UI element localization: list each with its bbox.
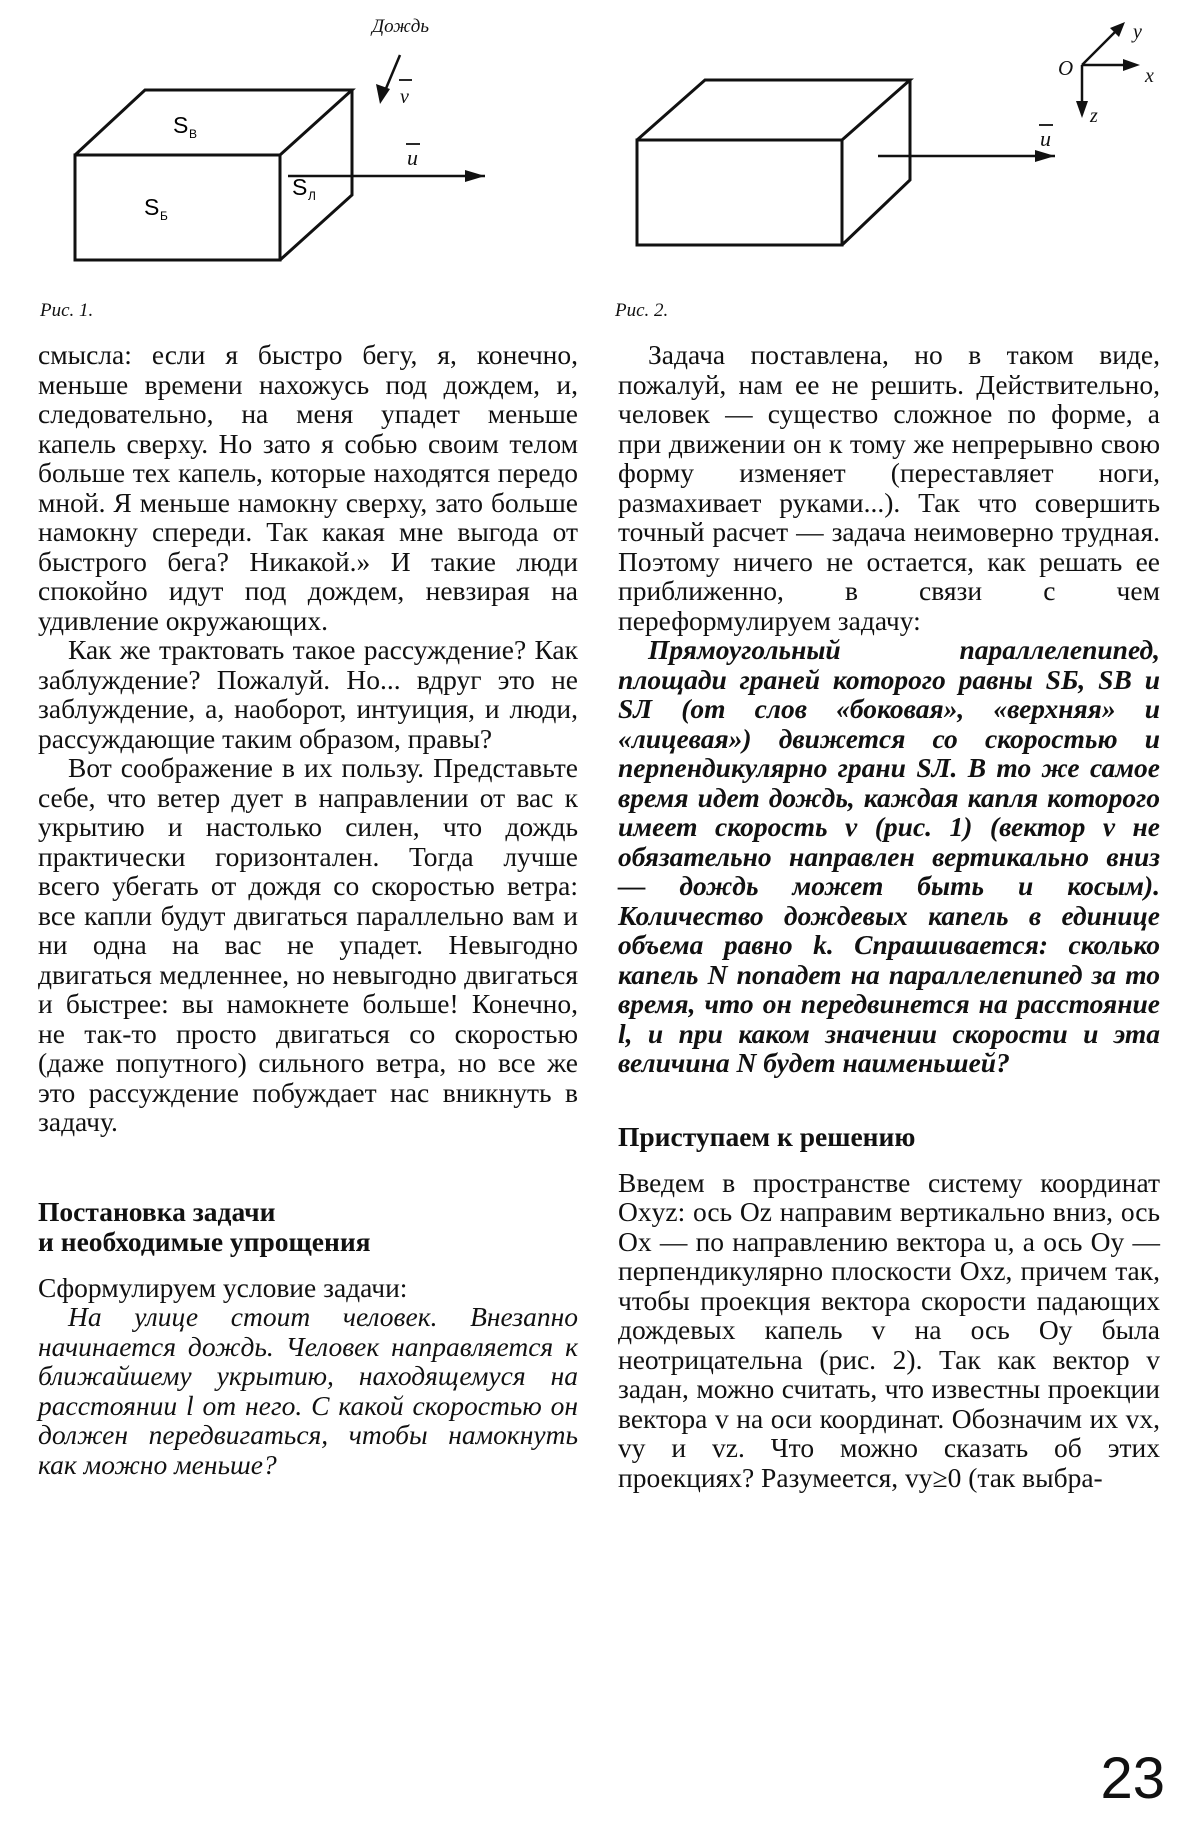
figure-1-drawing [60,0,580,290]
right-paragraph-3: Введем в пространстве систему координат Oxyz: ось Oz направим вертикально вниз, ось Ox — по направлению вектора u, а ось Oy — перпендикулярно плоскости Oxz, причем так, чтобы проекция вектора скорости падающих дождевых капель v на ось Oy была неотрицательна (рис. 2). Так как вектор v задан, можно считать, что известны проекции вектора v на оси координат. Обозначим их vx, vy и vz. Что можно сказать об этих проекциях? Разумеется, vy≥0 (так выбра- [618,1166,1160,1493]
right-paragraph-2: Прямоугольный параллелепипед, площади граней которого равны SБ, SВ и SЛ (от слов «боковая», «верхняя» и «лицевая») движется со скоростью u перпендикулярно грани SЛ. В то же самое время идет дождь, каждая капля которого имеет скорость v (рис. 1) (вектор v не обязательно направлен вертикально вниз — дождь может быть и косым). Количество дождевых капель в единице объема равно k. Спрашивается: сколько капель N попадет на параллелепипед за то время, что он передвинется на расстояние l, и при каком значении скорости u эта величина N будет наименьшей? [618,634,1160,1078]
right-column [618,340,1160,1492]
left-paragraph-2: Как же трактовать такое рассуждение? Как заблуждение? Пожалуй. Но... вдруг это не заблуждение, а, наоборот, интуиция, и люди, рассуждающие таким образом, правы? [38,634,578,754]
left-paragraph-4: Сформулируем условие задачи: [38,1271,408,1303]
z-axis-label: z [1090,105,1098,127]
page-number: 23 [1100,1746,1165,1811]
left-paragraph-5: На улице стоит человек. Внезапно начинается дождь. Человек направляется к ближайшему укрытию, находящемуся на расстоянии l от него. С какой скоростью он должен передвигаться, чтобы намокнуть как можно меньше? [38,1301,578,1480]
figure-2-drawing [620,0,1180,290]
box-top-face [75,90,352,155]
x-axis-head [1123,59,1140,71]
y-axis-line [1082,27,1120,65]
box-top-face [637,80,910,140]
top-face-sub: В [189,127,198,141]
side-face-sub: Л [308,189,316,203]
left-column [38,340,578,1479]
section-heading-solution: Приступаем к решению [618,1120,916,1152]
box-side-face [842,80,910,245]
u-arrow-head [465,170,485,182]
front-face-sub: Б [160,209,168,223]
box-front-face [75,155,280,260]
side-face-label: S [292,174,308,200]
u-label: u [1040,126,1051,151]
u-arrow-head [1035,150,1055,162]
figure-2 [620,0,1180,290]
front-face-label: S [144,194,160,220]
y-axis-label: y [1133,21,1142,43]
section-heading-line-2: и необходимые упрощения [38,1225,371,1257]
x-axis-label: x [1145,65,1154,87]
right-paragraph-1: Задача поставлена, но в таком виде, пожалуй, нам ее не решить. Действительно, человек — существо сложное по форме, а при движении он к тому же непрерывно свою форму изменяет (переставляет ноги, размахивает руками...). Так что совершить точный расчет — задача неимоверно трудная. Поэтому ничего не остается, как решать ее приближенно, в связи с чем переформулируем задачу: [618,339,1160,636]
section-heading-problem [38,1197,578,1257]
origin-label: O [1058,56,1074,80]
u-label: u [407,145,418,170]
figure-1-caption: Рис. 1. [40,300,94,321]
figure-1 [60,0,580,290]
figure-2-caption: Рис. 2. [615,300,669,321]
v-label: v [400,86,409,108]
box-front-face [637,140,842,245]
z-axis-head [1076,101,1088,118]
top-face-label: S [173,112,189,138]
rain-label: Дождь [372,16,430,37]
left-paragraph-1: смысла: если я быстро бегу, я, конечно, меньше времени нахожусь под дождем, и, следовательно, на меня упадет меньше капель сверху. Но зато я собью своим телом больше тех капель, которые находятся передо мной. Я меньше намокну сверху, зато больше намокну спереди. Так какая мне выгода от быстрого бега? Никакой.» И такие люди спокойно идут под дождем, невзирая на удивление окружающих. [38,339,578,636]
section-heading-line-1: Постановка задачи [38,1195,276,1227]
left-paragraph-3: Вот соображение в их пользу. Представьте себе, что ветер дует в направлении от вас к укрытию и настолько силен, что дождь практически горизонтален. Тогда лучше всего убегать от дождя со скоростью ветра: все капли будут двигаться параллельно вам и ни одна на вас не упадет. Невыгодно двигаться медленнее, но невыгодно двигаться и быстрее: вы намокнете больше! Конечно, не так-то просто двигаться со скоростью (даже попутного) сильного ветра, но все же это рассуждение побуждает нас вникнуть в задачу. [38,752,578,1137]
